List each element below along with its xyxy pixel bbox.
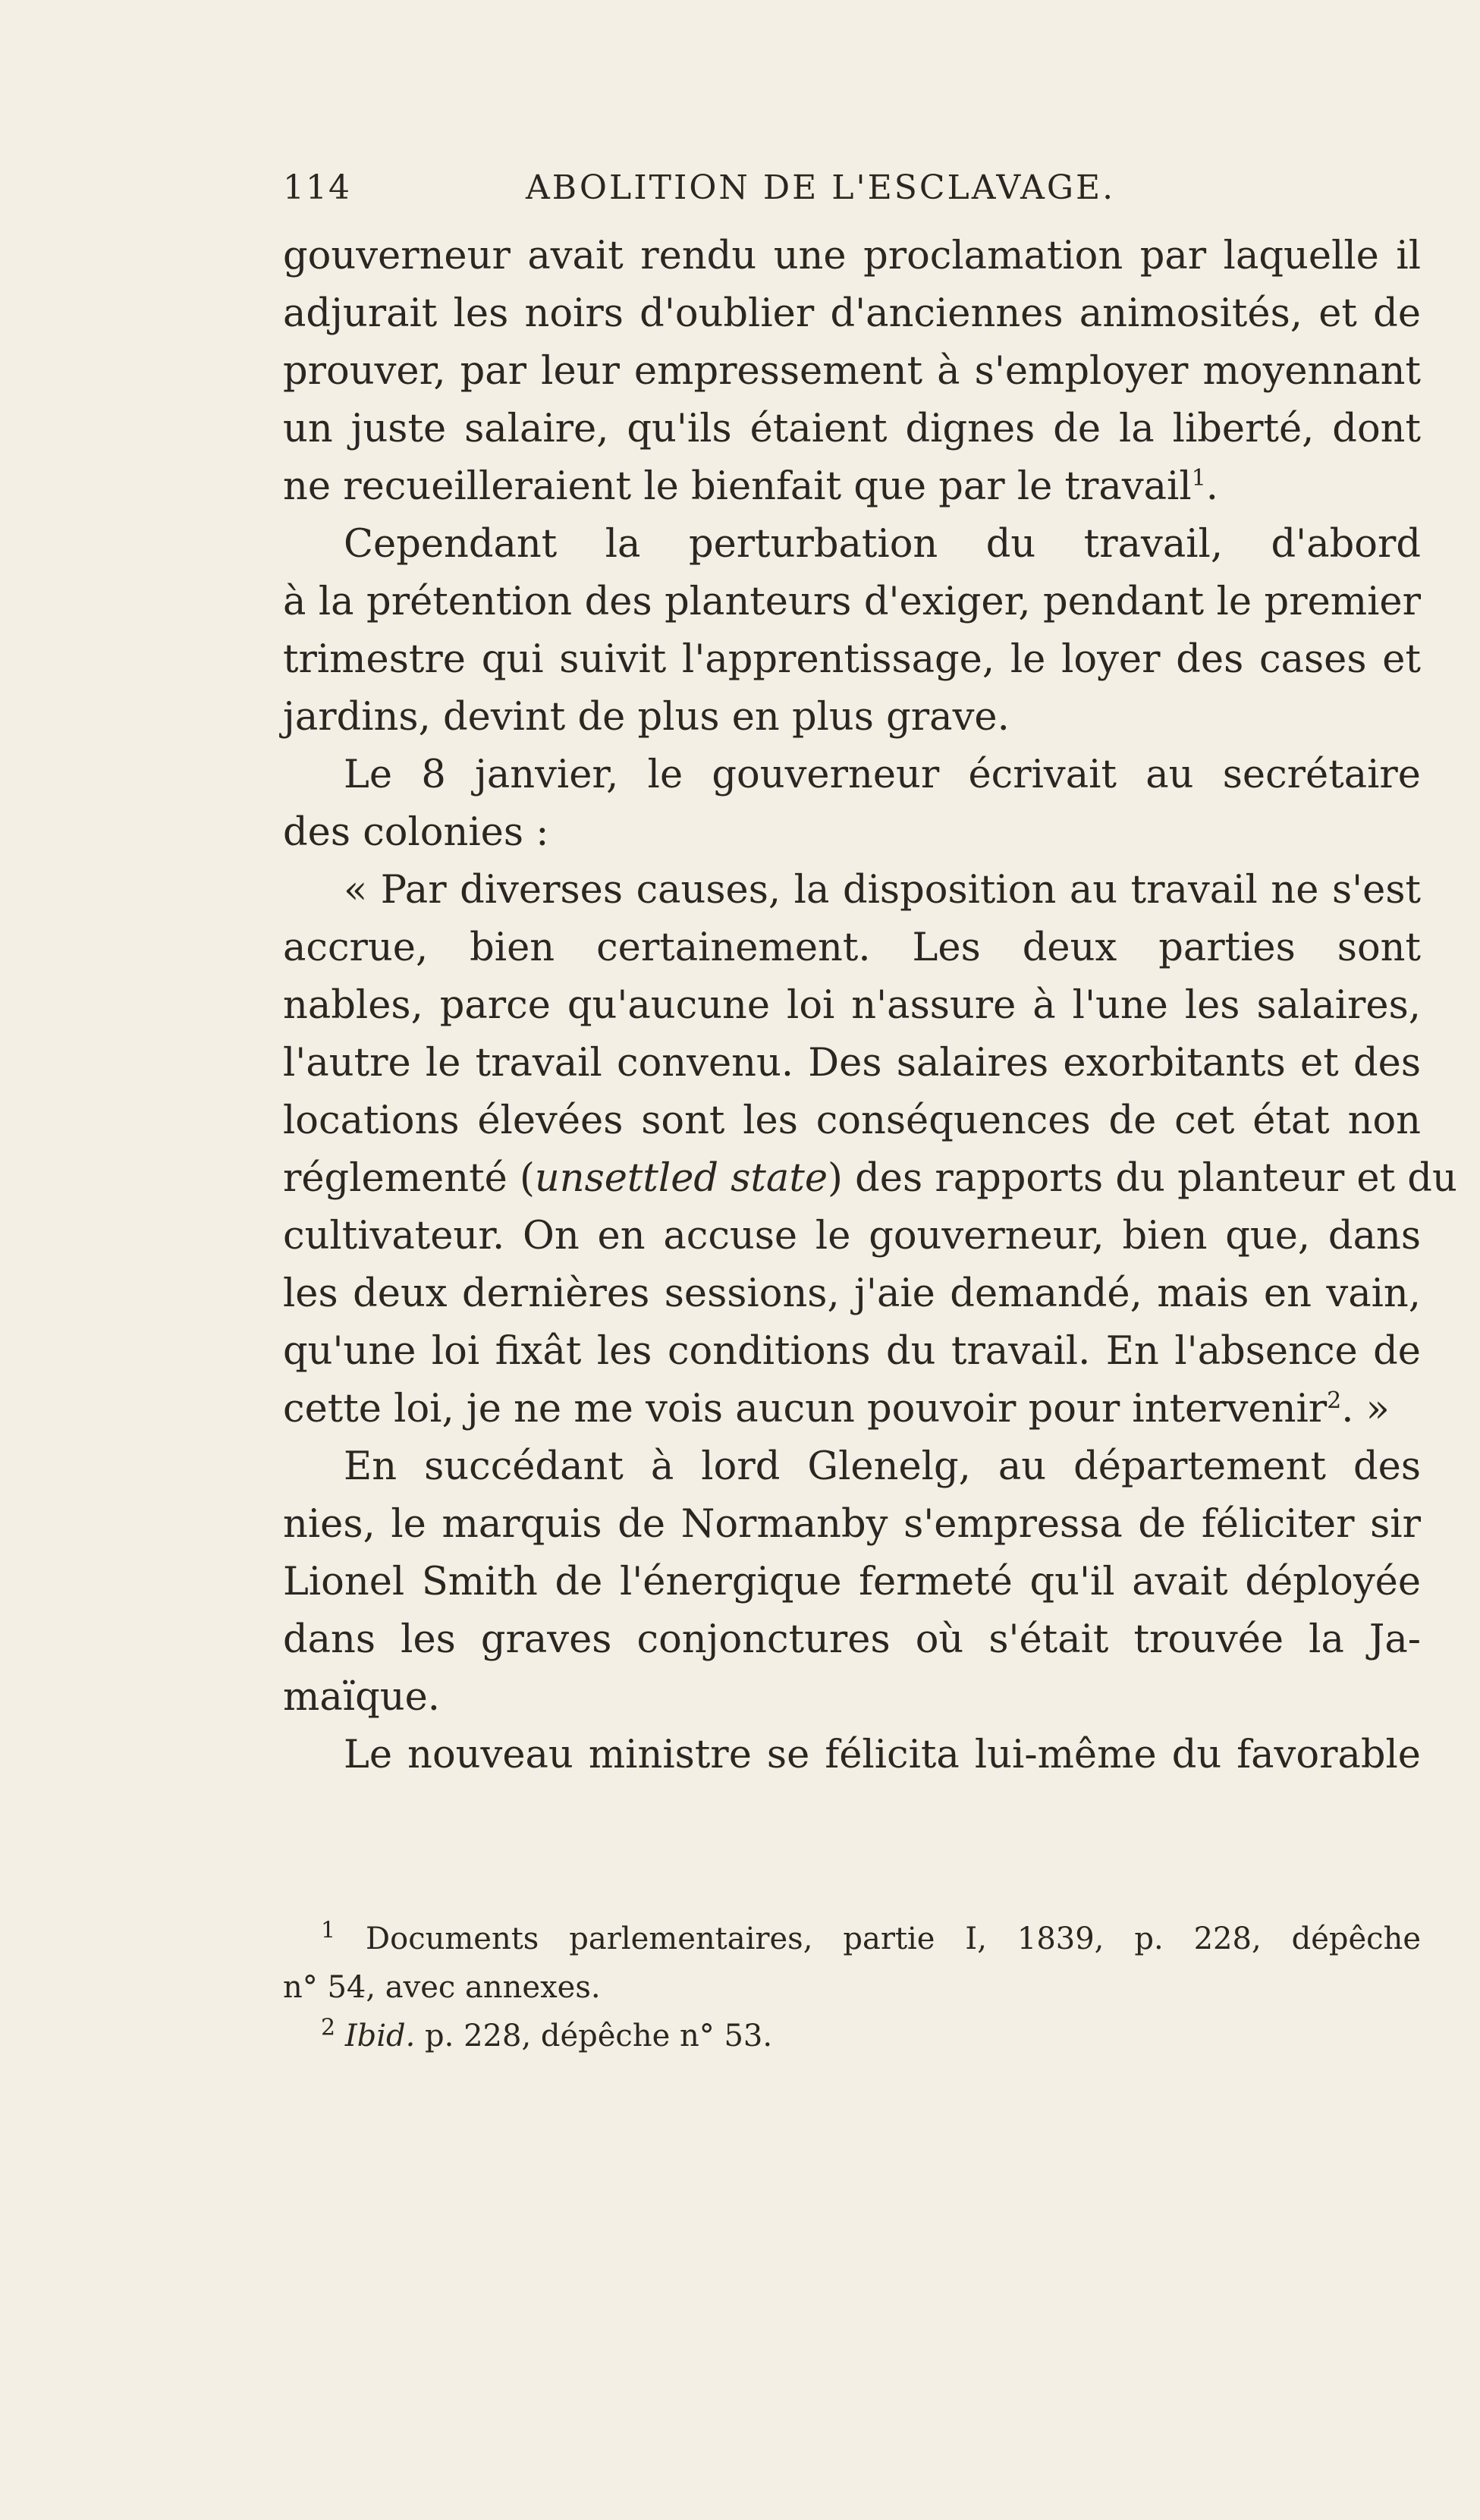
footnote-ref: 1	[1191, 465, 1206, 492]
text-line: Lionel Smith de l'énergique fermeté qu'il avait déployée	[283, 1560, 1421, 1604]
text-line: locations élevées sont les conséquences de cet état non	[283, 1098, 1421, 1143]
footnote-ref: 2	[1327, 1387, 1342, 1414]
text-line: des colonies :	[283, 810, 549, 855]
text-line: Cependant la perturbation du travail, d'abord	[344, 522, 1421, 567]
main-text	[283, 228, 1457, 1784]
text-line: Le 8 janvier, le gouverneur écrivait au secrétaire	[344, 753, 1421, 797]
text-line: adjurait les noirs d'oublier d'anciennes animosités, et de	[283, 291, 1421, 336]
text-line: prouver, par leur empressement à s'employer moyennant	[283, 349, 1421, 394]
text-line: un juste salaire, qu'ils étaient dignes de la liberté, dont	[283, 407, 1421, 451]
text-line: accrue, bien certainement. Les deux parties sont	[283, 925, 1421, 970]
text-line: cultivateur. On en accuse le gouverneur, bien que, dans	[283, 1214, 1421, 1258]
text-line: l'autre le travail convenu. Des salaires exorbitants et des	[283, 1041, 1421, 1086]
text-line: jardins, devint de plus en plus grave.	[283, 695, 1010, 740]
text-line: Le nouveau ministre se félicita lui-même du favorable	[344, 1733, 1421, 1777]
running-header	[283, 168, 1224, 222]
text-line: trimestre qui suivit l'apprentissage, le loyer des cases et	[283, 637, 1421, 682]
text-line: les deux dernières sessions, j'aie demandé, mais en vain,	[283, 1271, 1421, 1316]
footnote: $^1$ Documents parlementaires, partie I, 1839, p. 228, dépêche	[321, 1917, 1421, 1956]
text-line: à la prétention des planteurs d'exiger, pendant le premier	[283, 580, 1421, 624]
running-title: ABOLITION DE L'ESCLAVAGE.	[526, 168, 1116, 207]
page-number: 114	[283, 168, 351, 207]
text-line: qu'une loi fixât les conditions du travail. En l'absence de	[283, 1329, 1421, 1374]
text-line: « Par diverses causes, la disposition au travail ne s'est	[344, 868, 1421, 913]
footnote: $^2$ Ibid. p. 228, dépêche n° 53.	[321, 2014, 773, 2053]
text-line: nies, le marquis de Normanby s'empressa de féliciter sir	[283, 1502, 1421, 1547]
text-line: cette loi, je ne me vois aucun pouvoir pour intervenir$^2$. »	[283, 1387, 1390, 1431]
footnotes	[283, 1915, 1421, 2061]
text-line: En succédant à lord Glenelg, au département des	[344, 1444, 1421, 1489]
text-line: dans les graves conjonctures où s'était trouvée la Ja-	[283, 1617, 1421, 1662]
text-line: gouverneur avait rendu une proclamation par laquelle il	[283, 234, 1421, 278]
text-line: nables, parce qu'aucune loi n'assure à l'une les salaires,	[283, 983, 1421, 1028]
text-line: réglementé (unsettled state) des rapports du planteur et du	[283, 1156, 1457, 1201]
text-line: maïque.	[283, 1675, 440, 1720]
text-line: ne recueilleraient le bienfait que par le travail$^1$.	[283, 464, 1218, 509]
footnote-continuation: n° 54, avec annexes.	[283, 1970, 601, 2005]
italic-phrase: unsettled state	[534, 1156, 828, 1201]
